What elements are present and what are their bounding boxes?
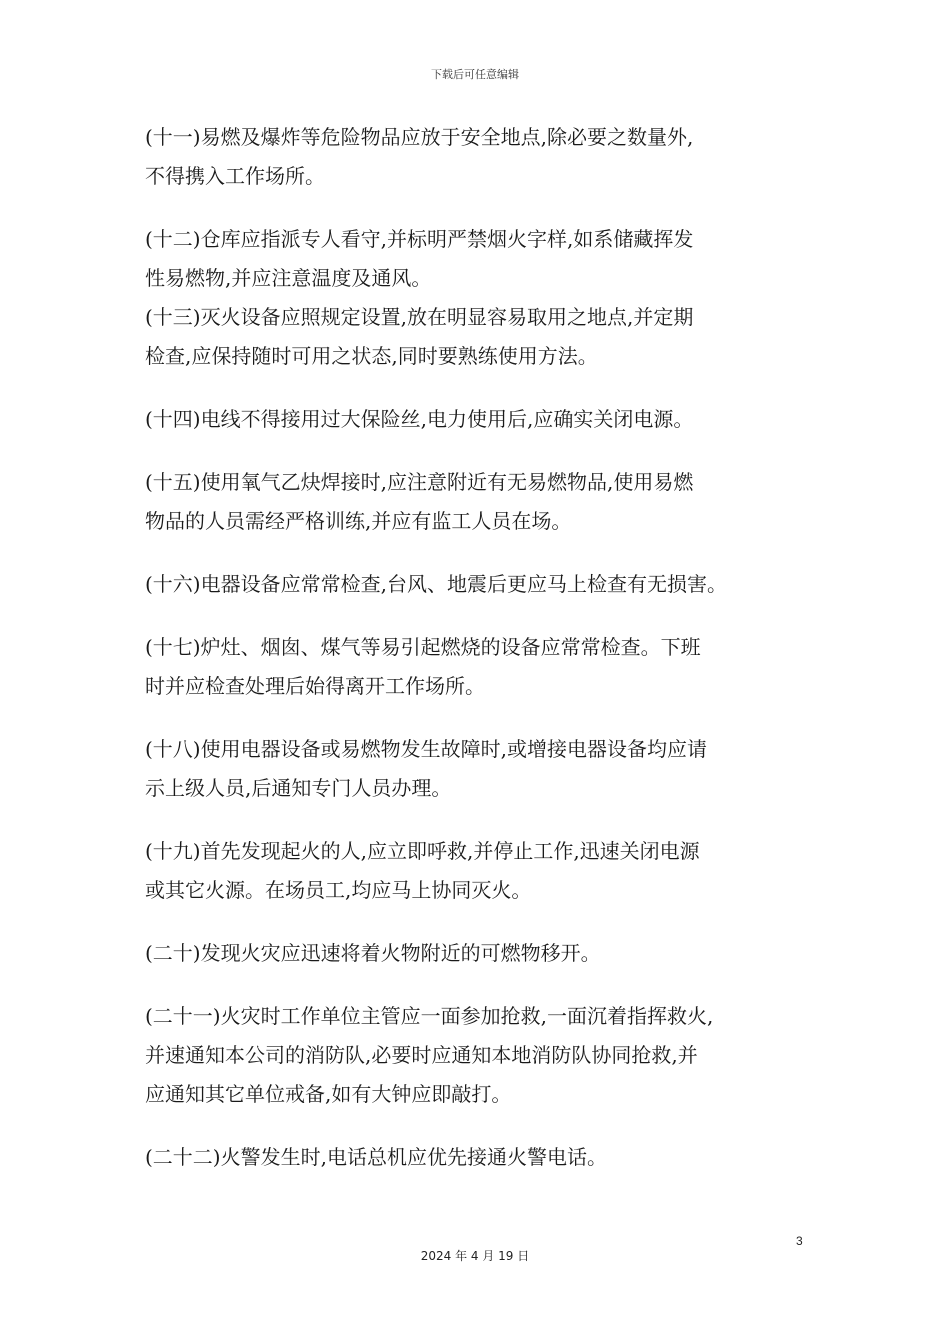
- paragraph-line: (十六)电器设备应常常检查,台风、地震后更应马上检查有无损害。: [145, 572, 727, 596]
- paragraph-22: [145, 1138, 825, 1177]
- paragraph-line: (十九)首先发现起火的人,应立即呼救,并停止工作,迅速关闭电源: [145, 839, 700, 863]
- paragraph-line: (十四)电线不得接用过大保险丝,电力使用后,应确实关闭电源。: [145, 407, 694, 431]
- page-header: 下载后可任意编辑: [431, 68, 519, 81]
- paragraph-line: (十一)易燃及爆炸等危险物品应放于安全地点,除必要之数量外,: [145, 125, 694, 149]
- paragraph-11: [145, 118, 825, 196]
- paragraph-line: (十五)使用氧气乙炔焊接时,应注意附近有无易燃物品,使用易燃: [145, 470, 694, 494]
- paragraph-21: [145, 997, 825, 1114]
- paragraph-line: 物品的人员需经严格训练,并应有监工人员在场。: [145, 509, 572, 533]
- paragraph-20: [145, 934, 825, 973]
- paragraph-line: 不得携入工作场所。: [145, 164, 325, 188]
- paragraph-15: [145, 463, 825, 541]
- paragraph-line: (十七)炉灶、烟囱、煤气等易引起燃烧的设备应常常检查。下班: [145, 635, 701, 659]
- paragraph-line: 时并应检查处理后始得离开工作场所。: [145, 674, 485, 698]
- paragraph-line: (十八)使用电器设备或易燃物发生故障时,或增接电器设备均应请: [145, 737, 707, 761]
- paragraph-line: (二十)发现火灾应迅速将着火物附近的可燃物移开。: [145, 941, 601, 965]
- paragraph-line: (十二)仓库应指派专人看守,并标明严禁烟火字样,如系储藏挥发: [145, 227, 694, 251]
- paragraph-13: [145, 298, 825, 376]
- paragraph-line: (二十二)火警发生时,电话总机应优先接通火警电话。: [145, 1145, 607, 1169]
- paragraph-14: [145, 400, 825, 439]
- paragraph-17: [145, 628, 825, 706]
- paragraph-line: 示上级人员,后通知专门人员办理。: [145, 776, 452, 800]
- document-body: [145, 118, 825, 1201]
- paragraph-line: 或其它火源。在场员工,均应马上协同灭火。: [145, 878, 532, 902]
- paragraph-line: (二十一)火灾时工作单位主管应一面参加抢救,一面沉着指挥救火,: [145, 1004, 714, 1028]
- paragraph-16: [145, 565, 825, 604]
- paragraph-line: (十三)灭火设备应照规定设置,放在明显容易取用之地点,并定期: [145, 305, 694, 329]
- page-number: 3: [796, 1234, 803, 1248]
- paragraph-line: 性易燃物,并应注意温度及通风。: [145, 266, 432, 290]
- paragraph-line: 检查,应保持随时可用之状态,同时要熟练使用方法。: [145, 344, 598, 368]
- paragraph-line: 应通知其它单位戒备,如有大钟应即敲打。: [145, 1082, 512, 1106]
- footer-date: 2024 年 4 月 19 日: [420, 1249, 530, 1263]
- paragraph-18: [145, 730, 825, 808]
- paragraph-line: 并速通知本公司的消防队,必要时应通知本地消防队协同抢救,并: [145, 1043, 698, 1067]
- paragraph-19: [145, 832, 825, 910]
- paragraph-12: [145, 220, 825, 298]
